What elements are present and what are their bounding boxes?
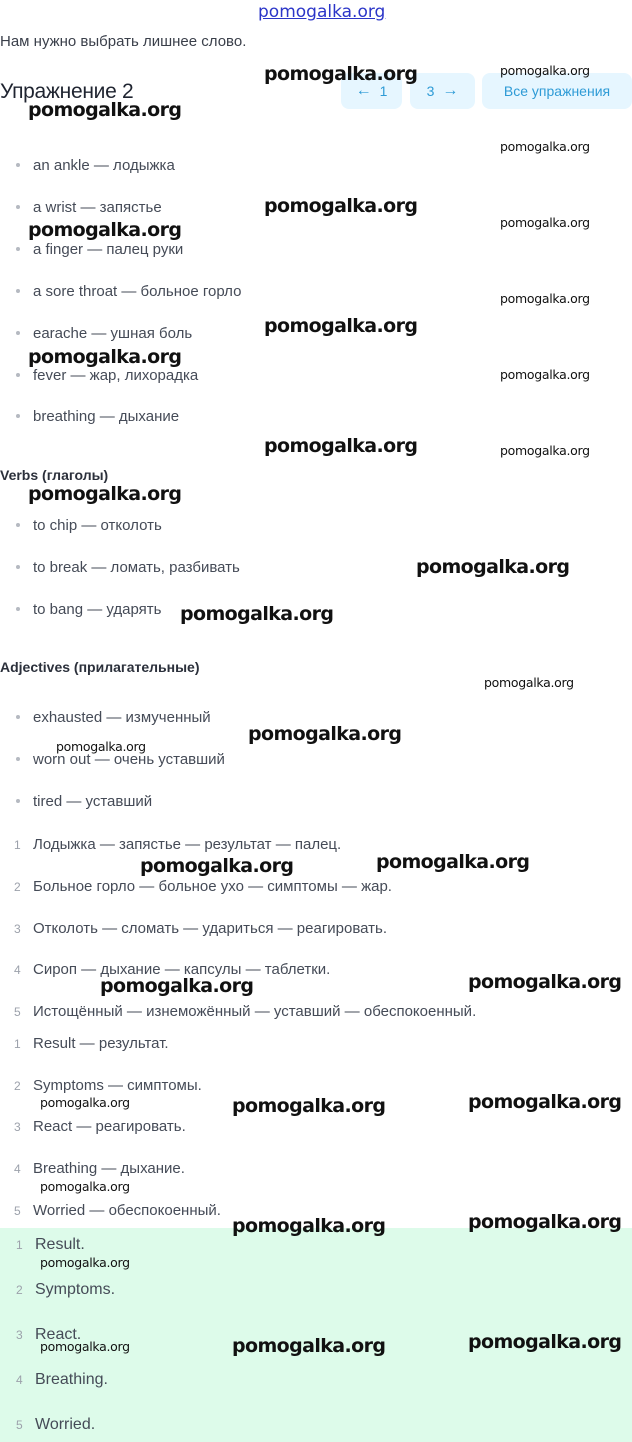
watermark: pomogalka.org: [28, 346, 182, 368]
list-item: [16, 408, 179, 425]
prev-exercise-label: 1: [379, 83, 388, 99]
watermark: pomogalka.org: [468, 971, 622, 993]
list-item: [16, 199, 162, 216]
watermark: pomogalka.org: [500, 63, 590, 78]
translation-item: [14, 1118, 186, 1135]
answer-number: 3: [16, 1328, 23, 1342]
translation-item: [14, 1035, 169, 1052]
adjectives-heading: Adjectives (прилагательные): [0, 659, 200, 675]
translation-item: [14, 1202, 221, 1219]
translation-number: 3: [14, 1120, 21, 1134]
answer-item: [16, 1416, 95, 1434]
list-item-text: fever — жар, лихорадка: [33, 367, 199, 384]
watermark: pomogalka.org: [40, 1255, 130, 1270]
task-number: 4: [14, 963, 21, 977]
task-number: 5: [14, 1005, 21, 1019]
watermark: pomogalka.org: [232, 1335, 386, 1357]
bullet-icon: [16, 565, 20, 569]
answer-text: Worried.: [35, 1416, 96, 1433]
task-number: 3: [14, 922, 21, 936]
translation-number: 5: [14, 1204, 21, 1218]
intro-text: Нам нужно выбрать лишнее слово.: [0, 33, 247, 50]
watermark: pomogalka.org: [468, 1091, 622, 1113]
list-item: [16, 793, 152, 810]
task-number: 1: [14, 838, 21, 852]
bullet-icon: [16, 247, 20, 251]
arrow-left-icon: ←: [355, 82, 372, 99]
all-exercises-button[interactable]: [482, 73, 632, 109]
task-item: [14, 878, 392, 895]
list-item-text: a finger — палец руки: [33, 241, 184, 258]
task-text: Больное горло — больное ухо — симптомы — жар.: [33, 878, 392, 895]
task-item: [14, 1003, 476, 1020]
watermark: pomogalka.org: [264, 63, 418, 85]
watermark: pomogalka.org: [264, 315, 418, 337]
translation-text: Result — результат.: [33, 1035, 169, 1052]
translation-number: 4: [14, 1162, 21, 1176]
answer-text: Result.: [35, 1236, 85, 1253]
list-item: [16, 283, 241, 300]
answer-number: 2: [16, 1283, 23, 1297]
watermark: pomogalka.org: [484, 675, 574, 690]
list-item: [16, 601, 161, 618]
bullet-icon: [16, 523, 20, 527]
list-item: [16, 367, 198, 384]
list-item-text: to break — ломать, разбивать: [33, 559, 240, 576]
list-item: [16, 517, 162, 534]
bullet-icon: [16, 607, 20, 611]
watermark: pomogalka.org: [40, 1095, 130, 1110]
translation-text: React — реагировать.: [33, 1118, 186, 1135]
answer-text: Breathing.: [35, 1371, 108, 1388]
watermark: pomogalka.org: [28, 219, 182, 241]
list-item: [16, 325, 192, 342]
list-item-text: to bang — ударять: [33, 601, 162, 618]
task-item: [14, 920, 387, 937]
translation-number: 1: [14, 1037, 21, 1051]
translation-item: [14, 1160, 185, 1177]
watermark: pomogalka.org: [40, 1179, 130, 1194]
answer-number: 4: [16, 1373, 23, 1387]
watermark: pomogalka.org: [40, 1339, 130, 1354]
answer-number: 5: [16, 1418, 23, 1432]
bullet-icon: [16, 414, 20, 418]
translation-text: Worried — обеспокоенный.: [33, 1202, 221, 1219]
site-header-link[interactable]: pomogalka.org: [258, 2, 386, 22]
list-item: [16, 241, 183, 258]
watermark: pomogalka.org: [500, 443, 590, 458]
watermark: pomogalka.org: [468, 1211, 622, 1233]
task-number: 2: [14, 880, 21, 894]
watermark: pomogalka.org: [28, 99, 182, 121]
watermark: pomogalka.org: [500, 367, 590, 382]
watermark: pomogalka.org: [180, 603, 334, 625]
list-item-text: worn out — очень уставший: [33, 751, 225, 768]
bullet-icon: [16, 331, 20, 335]
watermark: pomogalka.org: [416, 556, 570, 578]
bullet-icon: [16, 163, 20, 167]
watermark: pomogalka.org: [500, 291, 590, 306]
list-item-text: a wrist — запястье: [33, 199, 162, 216]
bullet-icon: [16, 715, 20, 719]
next-exercise-label: 3: [426, 83, 435, 99]
list-item-text: exhausted — измученный: [33, 709, 211, 726]
watermark: pomogalka.org: [28, 483, 182, 505]
task-item: [14, 836, 341, 853]
task-text: Отколоть — сломать — удариться — реагировать.: [33, 920, 388, 937]
list-item-text: an ankle — лодыжка: [33, 157, 175, 174]
all-exercises-label: Все упражнения: [503, 83, 611, 99]
watermark: pomogalka.org: [376, 851, 530, 873]
answer-text: React.: [35, 1326, 82, 1343]
answer-text: Symptoms.: [35, 1281, 116, 1298]
watermark: pomogalka.org: [264, 195, 418, 217]
arrow-right-icon: →: [442, 82, 459, 99]
bullet-icon: [16, 373, 20, 377]
verbs-heading: Verbs (глаголы): [0, 467, 109, 483]
answer-number: 1: [16, 1238, 23, 1252]
watermark: pomogalka.org: [500, 215, 590, 230]
list-item-text: earache — ушная боль: [33, 325, 193, 342]
list-item-text: breathing — дыхание: [33, 408, 180, 425]
watermark: pomogalka.org: [500, 139, 590, 154]
watermark: pomogalka.org: [264, 435, 418, 457]
translation-number: 2: [14, 1079, 21, 1093]
watermark: pomogalka.org: [56, 739, 146, 754]
list-item-text: a sore throat — больное горло: [33, 283, 242, 300]
bullet-icon: [16, 205, 20, 209]
list-item-text: tired — уставший: [33, 793, 153, 810]
bullet-icon: [16, 757, 20, 761]
task-text: Сироп — дыхание — капсулы — таблетки.: [33, 961, 331, 978]
watermark: pomogalka.org: [232, 1095, 386, 1117]
translation-text: Breathing — дыхание.: [33, 1160, 185, 1177]
watermark: pomogalka.org: [140, 855, 294, 877]
list-item: [16, 157, 175, 174]
watermark: pomogalka.org: [248, 723, 402, 745]
task-text: Истощённый — изнеможённый — уставший — обеспокоенный.: [33, 1003, 477, 1020]
watermark: pomogalka.org: [468, 1331, 622, 1353]
watermark: pomogalka.org: [232, 1215, 386, 1237]
next-exercise-button[interactable]: [410, 73, 475, 109]
answer-item: [16, 1371, 108, 1389]
list-item: [16, 559, 240, 576]
bullet-icon: [16, 799, 20, 803]
bullet-icon: [16, 289, 20, 293]
task-text: Лодыжка — запястье — результат — палец.: [33, 836, 342, 853]
translation-text: Symptoms — симптомы.: [33, 1077, 202, 1094]
list-item: [16, 709, 211, 726]
list-item-text: to chip — отколоть: [33, 517, 162, 534]
watermark: pomogalka.org: [100, 975, 254, 997]
translation-item: [14, 1077, 202, 1094]
exercise-title: Упражнение 2: [0, 80, 134, 103]
answer-item: [16, 1281, 115, 1299]
answer-item: [16, 1236, 85, 1254]
